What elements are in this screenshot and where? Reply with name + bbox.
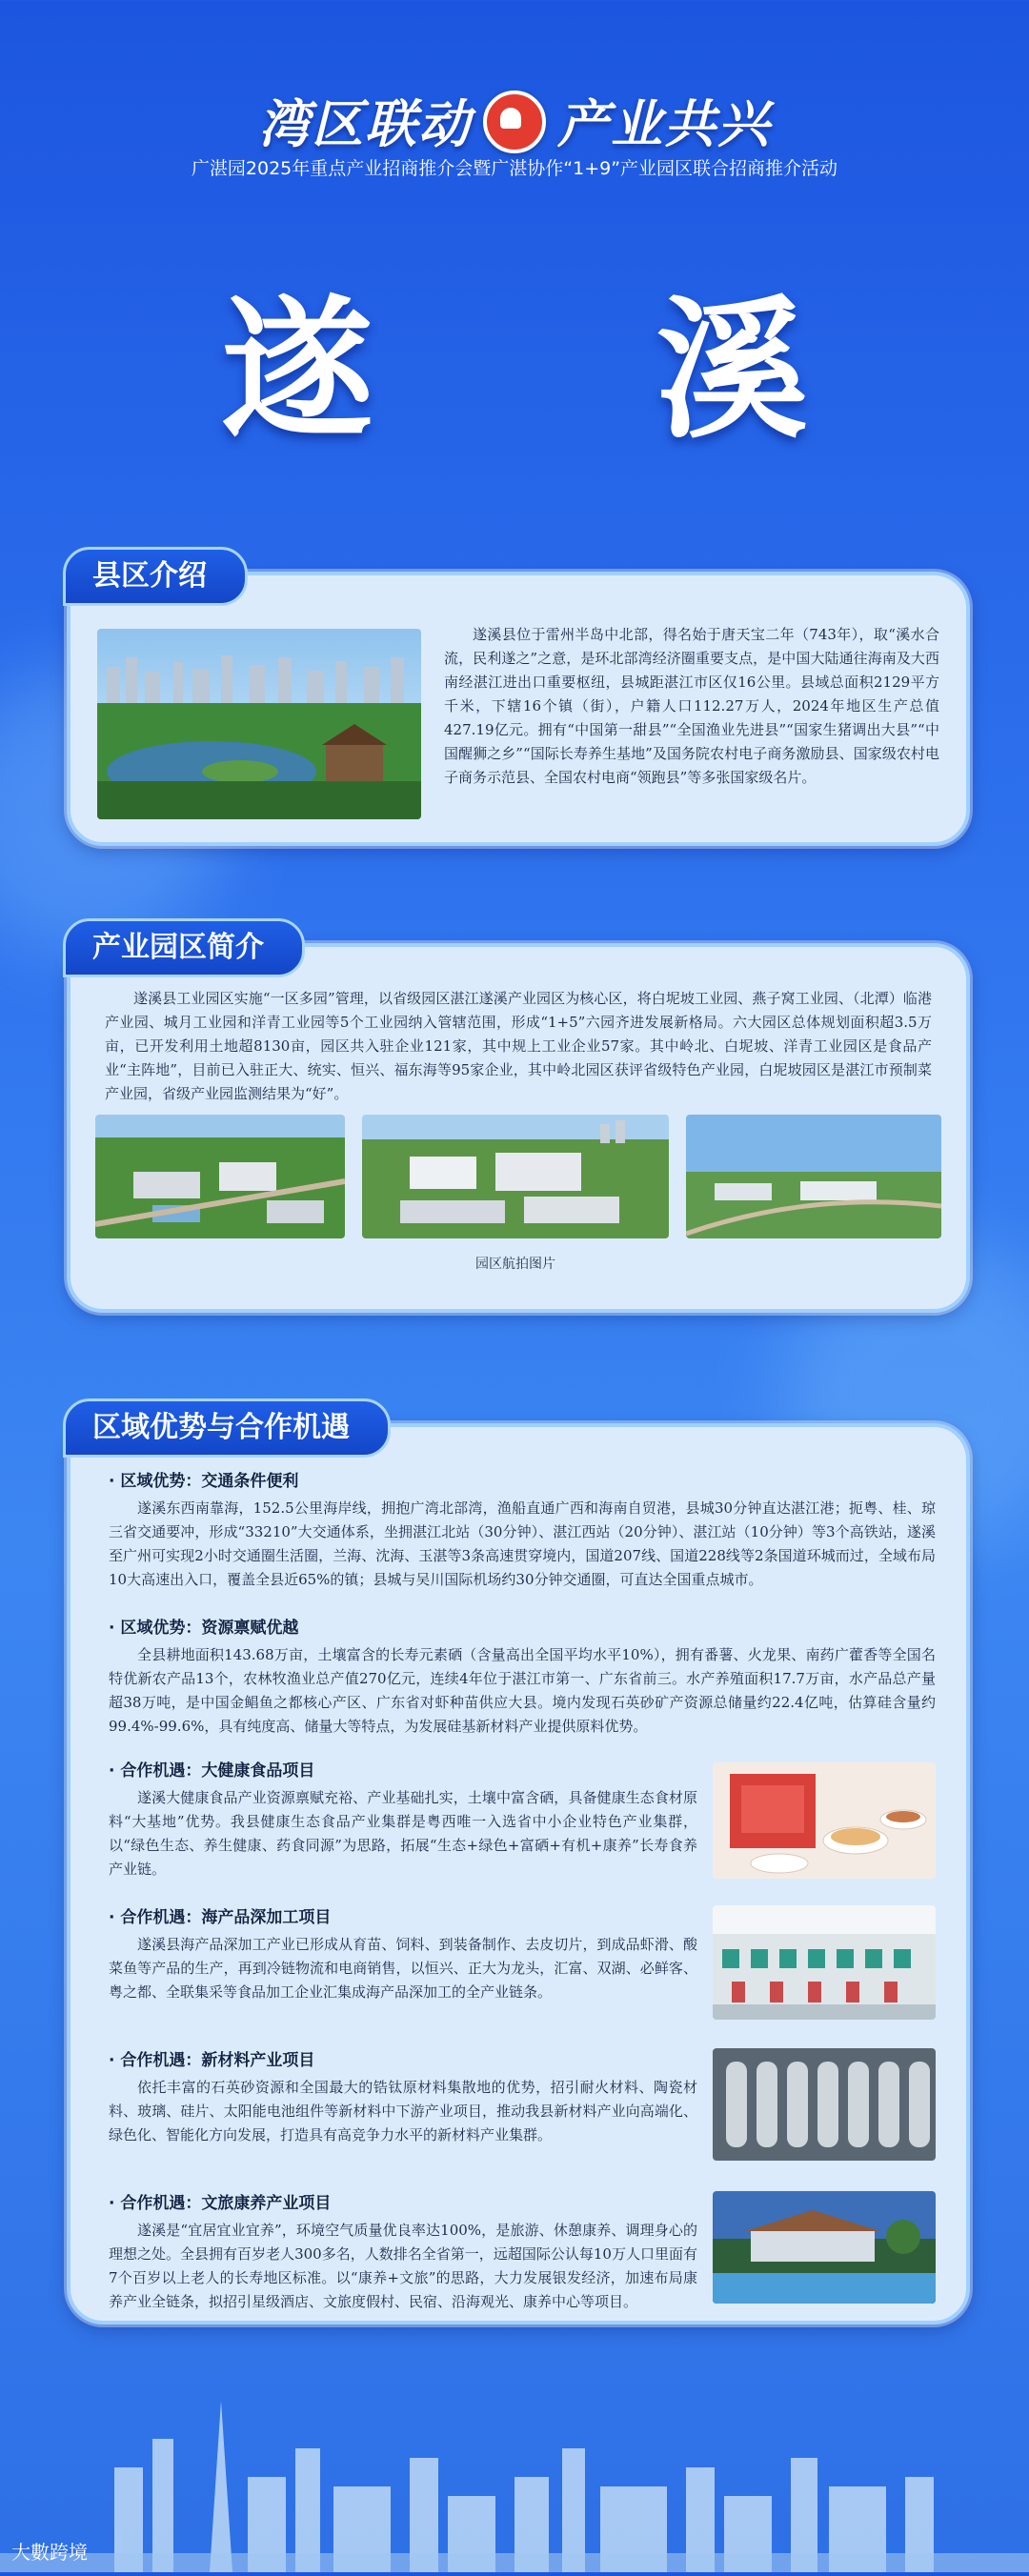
city-name: 遂 溪 [221, 280, 922, 459]
park-aerial-photo-3 [686, 1115, 941, 1238]
item-title: · 合作机遇：海产品深加工项目 [109, 1908, 332, 1927]
intro-tab: 县区介绍 [63, 547, 248, 606]
city-landscape-photo [97, 629, 421, 819]
item-text: 全县耕地面积143.68万亩，土壤富含的长寿元素硒（含量高出全国平均水平10%），拥有番薯、火龙果、南药广藿香等全国名特优新农产品13个，农林牧渔业总产值270亿元，连续4年位于湛江市第一、广东省前三。水产养殖面积17.7万亩，水产品总产量超38万吨，是中国金鲳鱼之都核心产区、广东省对虾种苗供应大县。境内发现石英砂矿产资源总储量约22.4亿吨，估算硅含量约99.4%-99.6%，具有纯度高、储量大等特点，为发展硅基新材料产业提供原料优势。 [109, 1646, 936, 1735]
park-photo-caption: 园区航拍图片 [475, 1257, 555, 1272]
brand-watermark: 大數跨境 [11, 2541, 88, 2564]
opportunity-tourism-wellness [109, 2189, 697, 2314]
item-title: · 合作机遇：大健康食品项目 [109, 1761, 315, 1781]
event-title [0, 84, 1029, 159]
intro-section [67, 559, 970, 846]
health-food-photo [713, 1762, 936, 1879]
item-title: · 区域优势：交通条件便利 [109, 1472, 299, 1491]
resort-photo [713, 2191, 936, 2304]
opportunity-new-materials [109, 2046, 697, 2147]
parks-text-box [105, 987, 932, 1106]
emblem-logo [483, 91, 546, 153]
item-title: · 合作机遇：新材料产业项目 [109, 2051, 315, 2070]
parks-section [67, 931, 970, 1313]
park-aerial-photo-1 [95, 1115, 345, 1238]
title-left: 湾区联动 [258, 94, 472, 154]
parks-tab: 产业园区简介 [63, 918, 305, 977]
item-text: 依托丰富的石英砂资源和全国最大的锆钛原材料集散地的优势，招引耐火材料、陶瓷材料、玻璃、硅片、太阳能电池组件等新材料中下游产业项目，推动我县新材料产业向高端化、绿色化、智能化方向发展，打造具有高竞争力水平的新材料产业集群。 [109, 2079, 697, 2143]
parks-text: 遂溪县工业园区实施“一区多园”管理，以省级园区湛江遂溪产业园区为核心区，将白坭坡工业园、燕子窝工业园、（北潭）临港产业园、城月工业园和洋青工业园等5个工业园纳入管辖范围，形成“1+5”六园齐进发展新格局。六大园区总体规划面积超3.5万亩，已开发利用土地超8130亩，园区共入驻企业121家，其中规上工业企业57家。其中岭北、白坭坡、洋青工业园区是食品产业“主阵地”，目前已入驻正大、统实、恒兴、福东海等95家企业，其中岭北园区获评省级特色产业园，白坭坡园区是湛江市预制菜产业园，省级产业园监测结果为“好”。 [105, 990, 932, 1102]
item-text: 遂溪东西南靠海，152.5公里海岸线，拥抱广湾北部湾，渔船直通广西和海南自贸港，县城30分钟直达湛江港；扼粤、桂、琼三省交通要冲，形成“33210”大交通体系，坐拥湛江北站（30分钟）、湛江西站（20分钟）、湛江站（10分钟）等3个高铁站，遂溪至广州可实现2小时交通圈生活圈，兰海、沈海、玉湛等3条高速贯穿境内，国道207线、国道228线等2条国道环城而过，全域布局10大高速出入口，覆盖全县近65%的镇；县城与吴川国际机场约30分钟交通圈，可直达全国重点城市。 [109, 1499, 936, 1588]
item-title: · 合作机遇：文旅康养产业项目 [109, 2194, 332, 2213]
city-skyline-footer [0, 2363, 1029, 2572]
advantages-tab: 区域优势与合作机遇 [63, 1399, 391, 1458]
seafood-factory-photo [713, 1905, 936, 2020]
opportunity-health-food [109, 1757, 697, 1882]
new-materials-photo [713, 2048, 936, 2161]
item-title: · 区域优势：资源禀赋优越 [109, 1619, 299, 1638]
advantage-resources [109, 1614, 936, 1739]
intro-text-box [444, 623, 939, 790]
title-right: 产业共兴 [557, 94, 771, 154]
advantage-transport [109, 1467, 936, 1592]
opportunity-seafood [109, 1903, 697, 2004]
advantages-section [67, 1411, 970, 2324]
park-aerial-photo-2 [362, 1115, 669, 1238]
intro-text: 遂溪县位于雷州半岛中北部，得名始于唐天宝二年（743年），取“溪水合流，民利遂之”之意，是环北部湾经济圈重要支点，是中国大陆通往海南及大西南经湛江进出口重要枢纽，县城距湛江市区仅16公里。县域总面积2129平方千米，下辖16个镇（街），户籍人口112.27万人，2024年地区生产总值427.19亿元。拥有“中国第一甜县”“全国渔业先进县”“国家生猪调出大县”“中国醒狮之乡”“国际长寿养生基地”及国务院农村电子商务激励县、国家级农村电子商务示范县、全国农村电商“领跑县”等多张国家级名片。 [444, 626, 939, 786]
item-text: 遂溪是“宜居宜业宜养”，环境空气质量优良率达100%，是旅游、休憩康养、调理身心的理想之处。全县拥有百岁老人300多名，人数排名全省第一，远超国际公认每10万人口里面有7个百岁以上老人的长寿地区标准。以“康养+文旅”的思路，大力发展银发经济，加速布局康养产业全链条，拟招引星级酒店、文旅度假村、民宿、沿海观光、康养中心等项目。 [109, 2222, 697, 2310]
item-text: 遂溪大健康食品产业资源禀赋充裕、产业基础扎实，土壤中富含硒，具备健康生态食材原料“大基地”优势。我县健康生态食品产业集群是粤西唯一入选省中小企业特色产业集群，以“绿色生态、养生健康、药食同源”为思路，拓展“生态+绿色+富硒+有机+康养”长寿食养产业链。 [109, 1789, 697, 1878]
event-subtitle: 广湛园2025年重点产业招商推介会暨广湛协作“1+9”产业园区联合招商推介活动 [191, 158, 838, 179]
item-text: 遂溪县海产品深加工产业已形成从育苗、饲料、到装备制作、去皮切片，到成品虾滑、酸菜鱼等产品的生产，再到冷链物流和电商销售，以恒兴、正大为龙头，汇富、双湖、必鲜客、粤之都、全联集采等食品加工企业汇集成海产品深加工的全产业链条。 [109, 1936, 697, 2001]
